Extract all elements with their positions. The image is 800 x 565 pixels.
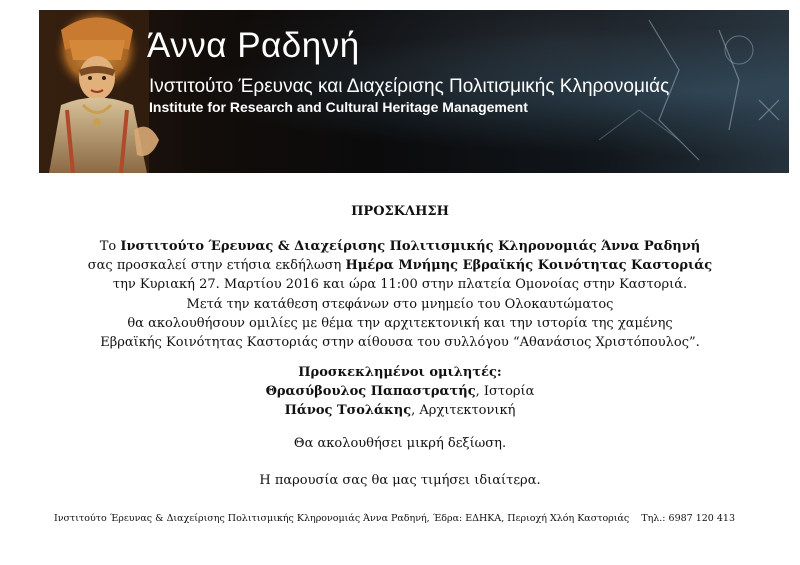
closing-note: Η παρουσία σας θα μας τιμήσει ιδιαίτερα. — [259, 473, 541, 488]
invitation-body — [0, 237, 800, 352]
footer-contact — [54, 513, 735, 524]
speakers-heading — [0, 363, 800, 382]
invitation-line-5: θα ακολουθήσουν ομιλίες με θέμα την αρχιτεκτονική και την ιστορία της χαμένης — [127, 315, 673, 331]
invitation-line-1 — [0, 237, 800, 256]
footer-address: Ινστιτούτο Έρευνας & Διαχείρισης Πολιτισμικής Κληρονομιάς Άννα Ραδηνή, Έδρα: ΕΔΗΚΑ, Περιοχή Χλόη Καστοριάς — [54, 513, 630, 524]
invitation-line-6: Εβραϊκής Κοινότητας Καστοριάς στην αίθουσα του συλλόγου “Αθανάσιος Χριστόπουλος”. — [100, 335, 700, 351]
institute-name-bold: Ινστιτούτο Έρευνας & Διαχείρισης Πολιτισμικής Κληρονομιάς Άννα Ραδηνή — [120, 239, 701, 254]
speaker-item — [0, 382, 800, 401]
line1-prefix: Το — [99, 239, 121, 254]
reception-note: Θα ακολουθήσει μικρή δεξίωση. — [293, 436, 507, 451]
speakers-heading-text: Προσκεκλημένοι ομιλητές: — [298, 365, 502, 380]
invitation-heading: ΠΡΟΣΚΛΗΣΗ — [351, 204, 449, 219]
event-name-bold: Ημέρα Μνήμης Εβραϊκής Κοινότητας Καστοριάς — [345, 258, 713, 274]
invitation-line-4: Μετά την κατάθεση στεφάνων στο μνημείο του Ολοκαυτώματος — [186, 296, 614, 312]
speaker-topic: , Αρχιτεκτονική — [411, 403, 516, 418]
speaker-name: Πάνος Τσολάκης — [284, 403, 412, 418]
invitation-line-2 — [0, 256, 800, 275]
institute-name-title: Άννα Ραδηνή — [147, 26, 360, 65]
invitation-line-3: την Κυριακή 27. Μαρτίου 2016 και ώρα 11:00 στην πλατεία Ομονοίας στην Καστοριά. — [112, 277, 688, 293]
institute-subtitle-english: Institute for Research and Cultural Heritage Management — [149, 99, 528, 115]
header-banner — [39, 10, 789, 173]
line2-prefix: σας προσκαλεί στην ετήσια εκδήλωση — [87, 258, 346, 274]
speakers-section — [0, 363, 800, 420]
institute-subtitle-greek: Ινστιτούτο Έρευνας και Διαχείρισης Πολιτισμικής Κληρονομιάς — [149, 76, 670, 97]
footer-phone: Τηλ.: 6987 120 413 — [641, 513, 736, 524]
speaker-item — [0, 401, 800, 420]
speaker-topic: , Ιστορία — [475, 384, 535, 399]
speaker-name: Θρασύβουλος Παπαστρατής — [265, 384, 476, 399]
